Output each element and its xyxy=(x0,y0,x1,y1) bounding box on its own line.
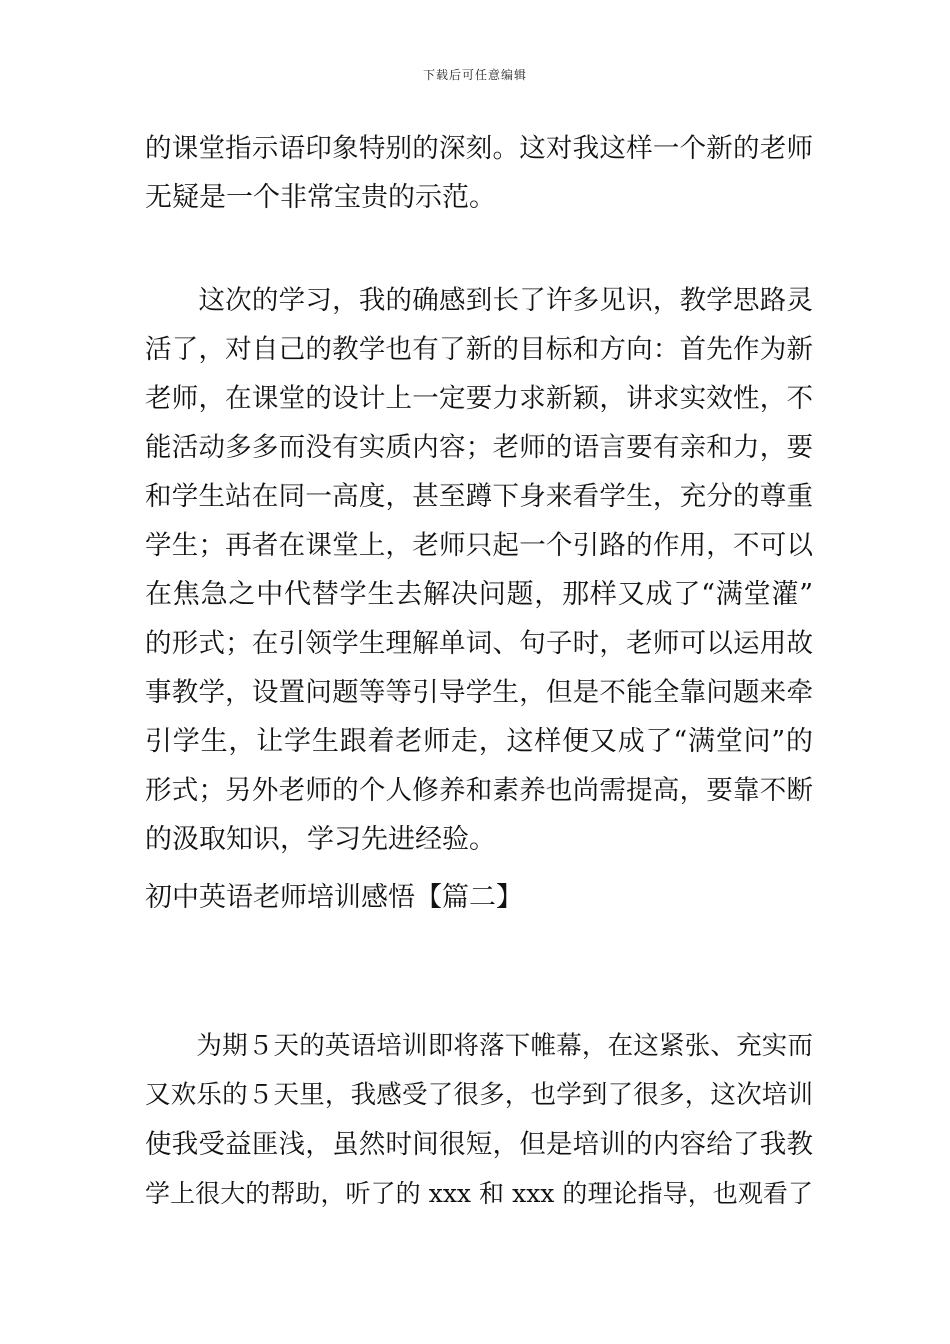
paragraph-line: 在焦急之中代替学生去解决问题，那样又成了“满堂灌” xyxy=(145,579,813,610)
paragraph-line: 形式；另外老师的个人修养和素养也尚需提高，要靠不断 xyxy=(145,775,813,806)
paragraph-3 xyxy=(145,1022,813,1218)
paragraph-line: 老师，在课堂的设计上一定要力求新颖，讲求实效性，不 xyxy=(145,383,813,414)
paragraph-line: 为期５天的英语培训即将落下帷幕，在这紧张、充实而 xyxy=(145,1031,813,1061)
paragraph-2 xyxy=(145,276,813,864)
paragraph-line: 能活动多多而没有实质内容；老师的语言要有亲和力，要 xyxy=(145,432,813,463)
paragraph-line: 和学生站在同一高度，甚至蹲下身来看学生，充分的尊重 xyxy=(145,481,813,512)
paragraph-line: 使我受益匪浅，虽然时间很短，但是培训的内容给了我教 xyxy=(145,1129,813,1160)
paragraph-line: 事教学，设置问题等等引导学生，但是不能全靠问题来牵 xyxy=(145,677,813,708)
paragraph-line: 的课堂指示语印象特别的深刻。这对我这样一个新的老师 xyxy=(145,133,813,164)
paragraph-line: 的形式；在引领学生理解单词、句子时，老师可以运用故 xyxy=(145,628,813,659)
paragraph-line: 活了，对自己的教学也有了新的目标和方向：首先作为新 xyxy=(145,334,813,365)
paragraph-line: 无疑是一个非常宝贵的示范。 xyxy=(145,182,496,213)
section-heading: 初中英语老师培训感悟【篇二】 xyxy=(145,882,523,913)
paragraph-line: 学生；再者在课堂上，老师只起一个引路的作用，不可以 xyxy=(145,530,813,561)
paragraph-line: 引学生，让学生跟着老师走，这样便又成了“满堂问”的 xyxy=(145,726,813,757)
paragraph-line: 这次的学习，我的确感到长了许多见识，教学思路灵 xyxy=(145,285,813,316)
paragraph-line: 又欢乐的５天里，我感受了很多，也学到了很多，这次培训 xyxy=(145,1080,813,1110)
paragraph-line: 的汲取知识，学习先进经验。 xyxy=(145,824,496,855)
paragraph-line: 学上很大的帮助，听了的 xxx 和 xxx 的理论指导，也观看了 xyxy=(145,1179,813,1208)
page-header: 下载后可任意编辑 xyxy=(422,68,527,82)
paragraph-1 xyxy=(145,124,813,222)
